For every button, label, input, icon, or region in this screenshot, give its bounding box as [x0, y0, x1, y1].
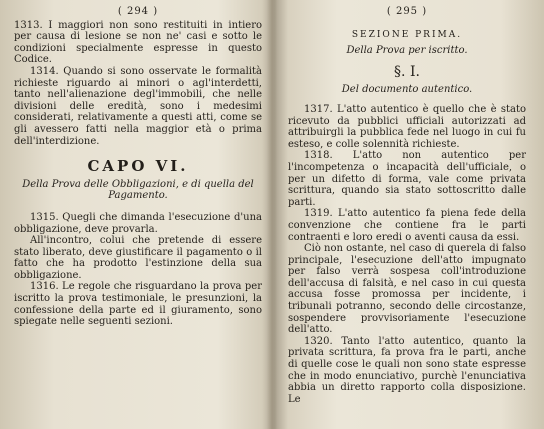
paragraph: 1315. Quegli che dimanda l'esecuzione d'una obbligazione, deve provarla.: [14, 211, 262, 235]
page-number: ( 295 ): [386, 6, 428, 17]
right-page: [288, 6, 526, 426]
subsection-subtitle: Del documento autentico.: [341, 84, 473, 96]
left-page: [14, 6, 262, 426]
subsection-heading: §. I.: [394, 63, 420, 80]
paragraph: All'incontro, colui che pretende di essere stato liberato, deve giustificare il pagamento o il fatto che ha prodotto l'estinzione della sua obbligazione.: [14, 235, 262, 281]
paragraph: 1316. Le regole che risguardano la prova per iscritto la prova testimoniale, le presunzioni, la confessione della parte ed il giuramento, sono spiegate nelle seguenti sezioni.: [14, 281, 262, 328]
paragraph: 1318. L'atto non autentico per l'incompetenza o incapacità dell'ufficiale, o per un difetto di forma, vale come privata scrittura, quando sia stato sottoscritto dalle parti.: [288, 150, 526, 208]
right-page-body: [288, 30, 526, 406]
paragraph: 1314. Quando si sono osservate le formalità richieste riguardo ai minori o agl'interdetti, tanto nell'alienazione degl'immobili, che nelle divisioni delle eredità, sono i medesimi considerati, relativamente a questi atti, come se gli avessero fatti nella maggior età o prima dell'interdizione.: [14, 65, 262, 147]
chapter-heading: CAPO VI.: [87, 157, 189, 176]
chapter-subtitle: Della Prova delle Obbligazioni, e di quella del Pagamento.: [22, 178, 254, 202]
page-gutter: [262, 0, 288, 429]
section-subtitle: Della Prova per iscritto.: [346, 45, 468, 57]
section-heading: SEZIONE PRIMA.: [351, 29, 463, 40]
paragraph: 1317. L'atto autentico è quello che è stato ricevuto da pubblici ufficiali autorizzati ad attribuirgli la pubblica fede nel luogo in cui fu esteso, e colle solennità richieste.: [288, 103, 526, 150]
page-number: ( 294 ): [117, 6, 159, 17]
paragraph: 1320. Tanto l'atto autentico, quanto la privata scrittura, fa prova fra le parti, anche di quelle cose le quali non sono state espresse che in modo enunciativo, purchè l'enunciativa abbia un diretto rapporto colla disposizione. Le: [288, 335, 526, 405]
left-page-body: [14, 20, 262, 328]
paragraph: Ciò non ostante, nel caso di querela di falso principale, l'esecuzione dell'atto impugnato per falso verrà sospesa coll'introduzione dell'accusa di falsità, e nel caso in cui questa accusa fosse promossa per incidente, i tribunali potranno, secondo delle circostanze, sospendere provvisoriamente l'esecuzione dell'atto.: [288, 243, 526, 336]
paragraph: 1319. L'atto autentico fa piena fede della convenzione che contiene fra le parti contraenti e loro eredi o aventi causa da essi.: [288, 208, 526, 243]
paragraph: 1313. I maggiori non sono restituiti in intiero per causa di lesione se non ne' casi e sotto le condizioni specialmente espresse in questo Codice.: [14, 19, 262, 66]
